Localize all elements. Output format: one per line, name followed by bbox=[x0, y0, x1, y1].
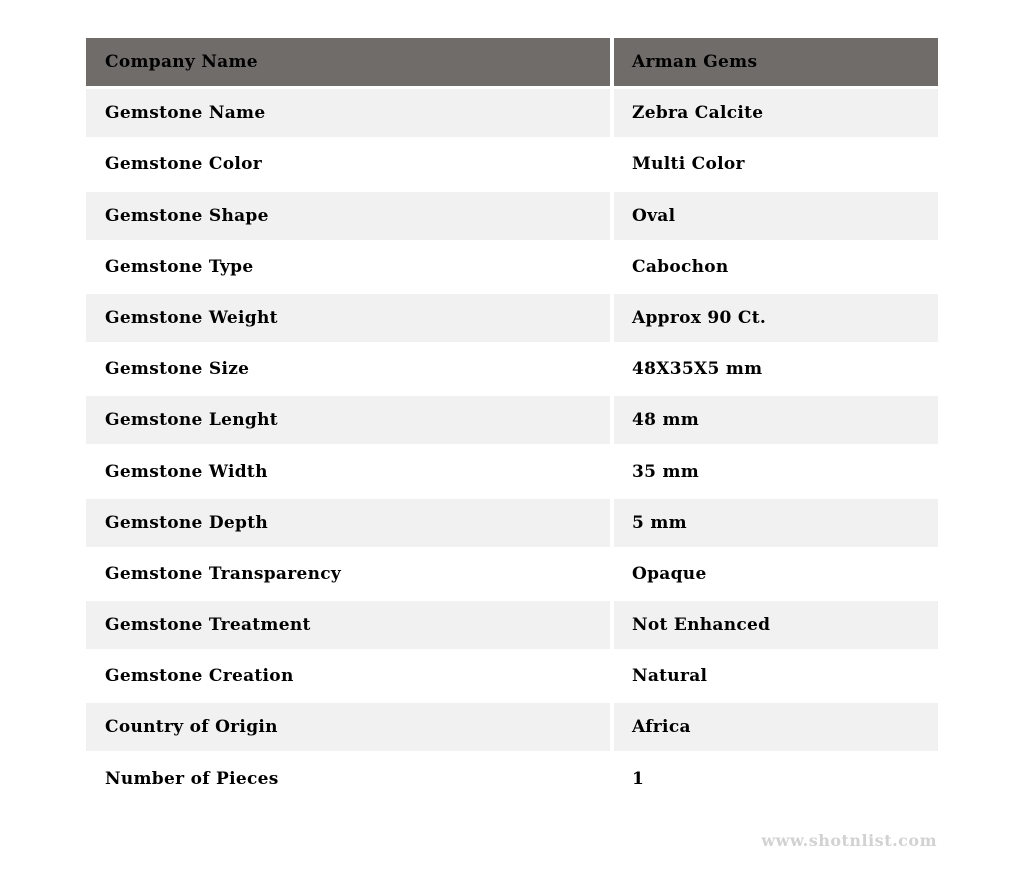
spec-value: 1 bbox=[614, 755, 938, 803]
table-row-gemstone-width bbox=[86, 448, 938, 496]
table-row-gemstone-weight bbox=[86, 294, 938, 342]
spec-value: Africa bbox=[614, 703, 938, 751]
table-row-gemstone-name bbox=[86, 89, 938, 137]
spec-label: Gemstone Name bbox=[86, 89, 610, 137]
gemstone-spec-table bbox=[86, 38, 938, 806]
spec-value: 48X35X5 mm bbox=[614, 345, 938, 393]
table-row-gemstone-creation bbox=[86, 652, 938, 700]
spec-value: Oval bbox=[614, 192, 938, 240]
spec-value: Opaque bbox=[614, 550, 938, 598]
table-row-country-of-origin bbox=[86, 703, 938, 751]
company-name-value: Arman Gems bbox=[614, 38, 938, 86]
spec-label: Number of Pieces bbox=[86, 755, 610, 803]
spec-value: Not Enhanced bbox=[614, 601, 938, 649]
watermark-text: www.shotnlist.com bbox=[761, 831, 937, 850]
table-row-gemstone-lenght bbox=[86, 396, 938, 444]
table-row-gemstone-transparency bbox=[86, 550, 938, 598]
company-name-header: Company Name bbox=[86, 38, 610, 86]
spec-label: Gemstone Creation bbox=[86, 652, 610, 700]
spec-value: Zebra Calcite bbox=[614, 89, 938, 137]
table-header-row bbox=[86, 38, 938, 86]
spec-label: Gemstone Type bbox=[86, 243, 610, 291]
spec-value: Multi Color bbox=[614, 140, 938, 188]
spec-label: Gemstone Shape bbox=[86, 192, 610, 240]
spec-value: 5 mm bbox=[614, 499, 938, 547]
spec-label: Gemstone Transparency bbox=[86, 550, 610, 598]
spec-label: Gemstone Size bbox=[86, 345, 610, 393]
spec-label: Country of Origin bbox=[86, 703, 610, 751]
table-row-gemstone-depth bbox=[86, 499, 938, 547]
spec-label: Gemstone Lenght bbox=[86, 396, 610, 444]
spec-value: Natural bbox=[614, 652, 938, 700]
spec-value: 48 mm bbox=[614, 396, 938, 444]
spec-value: Approx 90 Ct. bbox=[614, 294, 938, 342]
table-row-gemstone-treatment bbox=[86, 601, 938, 649]
spec-value: 35 mm bbox=[614, 448, 938, 496]
spec-value: Cabochon bbox=[614, 243, 938, 291]
spec-label: Gemstone Width bbox=[86, 448, 610, 496]
spec-label: Gemstone Color bbox=[86, 140, 610, 188]
table-row-gemstone-color bbox=[86, 140, 938, 188]
table-row-number-of-pieces bbox=[86, 755, 938, 803]
spec-label: Gemstone Treatment bbox=[86, 601, 610, 649]
table-row-gemstone-type bbox=[86, 243, 938, 291]
spec-label: Gemstone Depth bbox=[86, 499, 610, 547]
spec-label: Gemstone Weight bbox=[86, 294, 610, 342]
table-row-gemstone-shape bbox=[86, 192, 938, 240]
table-row-gemstone-size bbox=[86, 345, 938, 393]
